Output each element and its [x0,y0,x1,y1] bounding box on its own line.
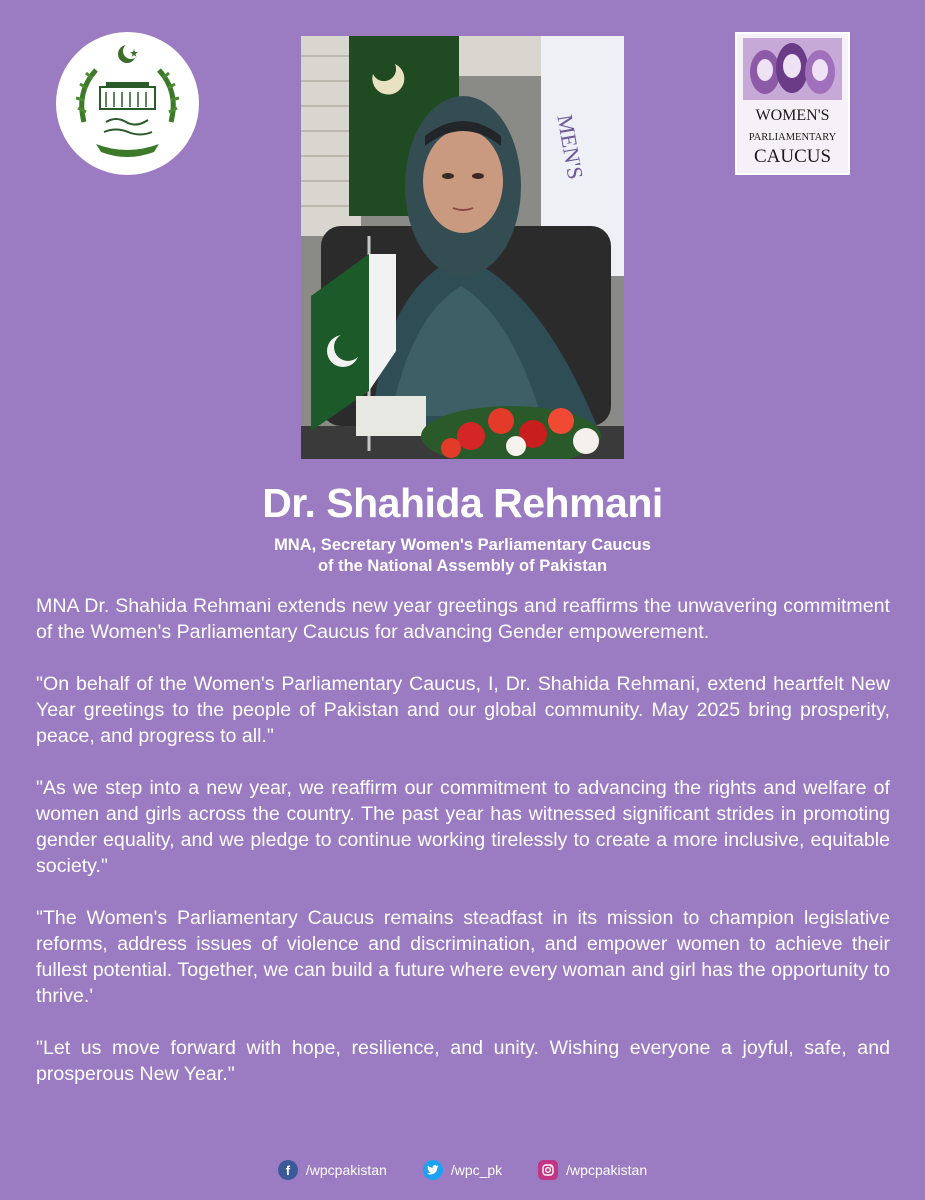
facebook-icon: f [278,1160,298,1180]
facebook-link[interactable] [278,1160,387,1180]
facebook-handle: /wpcpakistan [305,1162,387,1178]
portrait-photo [301,36,624,459]
paragraph-mission: "The Women's Parliamentary Caucus remains steadfast in its mission to champion legislative reforms, address issues of violence and discrimination, and empower women to achieve their fullest potential. Together, we can build a future where every woman and girl has the opportunity to thrive.' [36,907,890,1007]
wpc-logo-line2: PARLIAMENTARY [748,132,837,143]
national-assembly-seal [56,32,199,175]
role-line-1: MNA, Secretary Women's Parliamentary Caucus [274,536,651,554]
wpc-logo-line3: CAUCUS [753,146,832,167]
instagram-handle: /wpcpakistan [566,1162,648,1178]
paragraph-greeting: "On behalf of the Women's Parliamentary Caucus, I, Dr. Shahida Rehmani, extend heartfelt New Year greetings to the people of Pakistan and our global community. May 2025 bring prosperity, peace, and progress to all." [36,673,890,747]
instagram-icon [538,1160,558,1180]
twitter-link[interactable] [423,1160,502,1180]
twitter-handle: /wpc_pk [450,1162,503,1178]
message-body [36,593,890,1113]
social-links [0,1160,925,1180]
person-name: Dr. Shahida Rehmani [262,480,663,526]
paragraph-commitment: "As we step into a new year, we reaffirm our commitment to advancing the rights and welfare of women and girls across the country. The past year has witnessed significant strides in promoting gender equality, and we pledge to continue working tirelessly to create a more inclusive, equitable society." [36,777,890,877]
twitter-icon [423,1160,443,1180]
womens-parliamentary-caucus-logo [735,32,850,175]
instagram-link[interactable] [538,1160,647,1180]
paragraph-intro: MNA Dr. Shahida Rehmani extends new year greetings and reaffirms the unwavering commitment of the Women's Parliamentary Caucus for advancing Gender empowerement. [36,595,890,643]
wpc-logo-line1: WOMEN'S [755,107,830,124]
person-role [0,535,925,577]
role-line-2: of the National Assembly of Pakistan [317,557,608,575]
paragraph-closing: "Let us move forward with hope, resilience, and unity. Wishing everyone a joyful, safe, and prosperous New Year." [36,1037,890,1085]
svg-text:MEN'S: MEN'S [552,112,589,182]
